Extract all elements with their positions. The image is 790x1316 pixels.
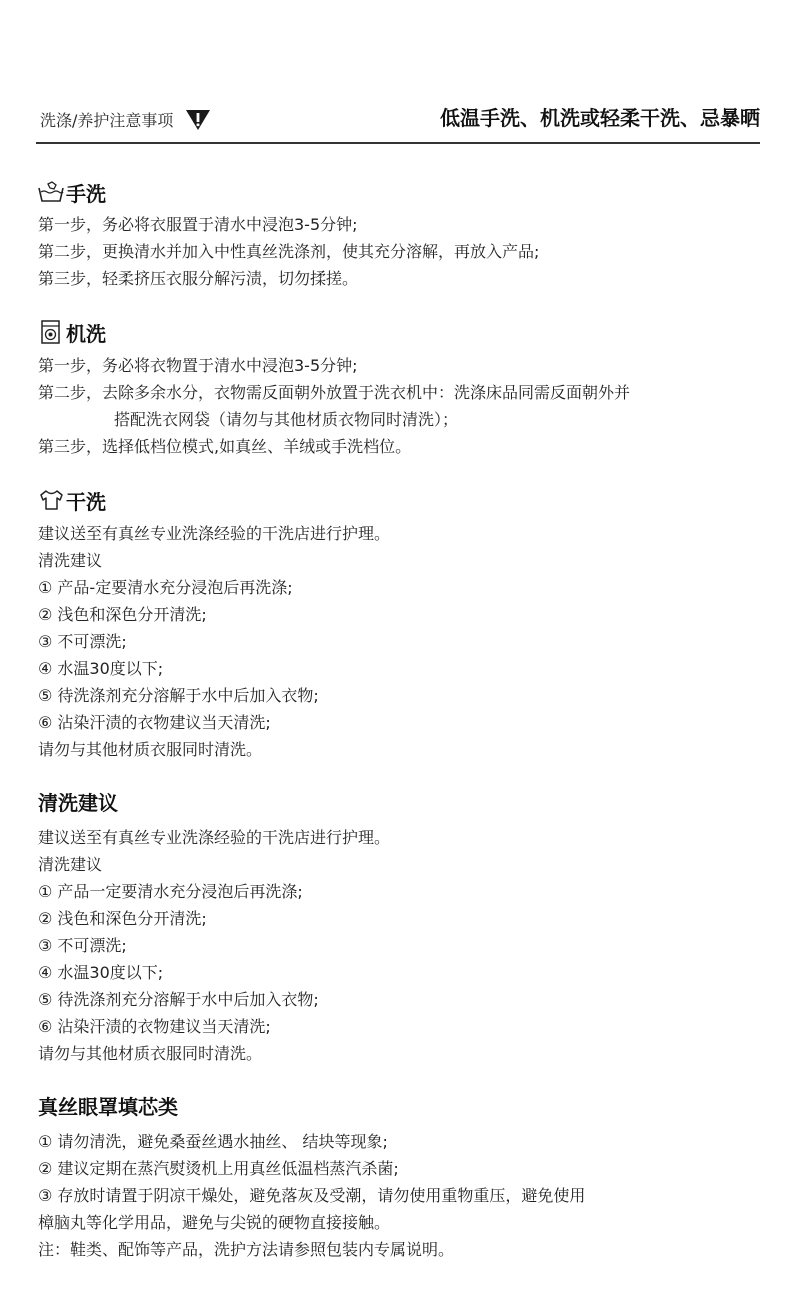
cleaning-advice-line-8: ⑥ 沾染汗渍的衣物建议当天清洗;: [38, 1017, 271, 1036]
header-left: [40, 108, 211, 131]
eye-mask-note: 注：鞋类、配饰等产品，洗护方法请参照包装内专属说明。: [38, 1240, 455, 1259]
hand-wash-step-2: 第二步，更换清水并加入中性真丝洗涤剂，使其充分溶解，再放入产品;: [38, 242, 540, 261]
dry-clean-line-2: 清洗建议: [38, 551, 103, 570]
shirt-icon: [38, 488, 64, 512]
care-label: 洗涤/养护注意事项: [40, 111, 174, 130]
dry-clean-title: [38, 485, 758, 515]
hand-wash-section: [38, 177, 758, 292]
machine-wash-title: [38, 317, 758, 347]
dry-clean-line-3: ① 产品-定要清水充分浸泡后再洗涤;: [38, 578, 293, 597]
machine-wash-step-1: 第一步，务必将衣物置于清水中浸泡3-5分钟;: [38, 356, 358, 375]
dry-clean-line-1: 建议送至有真丝专业洗涤经验的干洗店进行护理。: [38, 524, 391, 543]
dry-clean-line-4: ② 浅色和深色分开清洗;: [38, 605, 207, 624]
hand-wash-step-3: 第三步，轻柔挤压衣服分解污渍，切勿揉搓。: [38, 269, 359, 288]
cleaning-advice-line-2: 清洗建议: [38, 855, 103, 874]
header-title: 低温手洗、机洗或轻柔干洗、忌暴晒: [440, 106, 760, 130]
cleaning-advice-line-1: 建议送至有真丝专业洗涤经验的干洗店进行护理。: [38, 828, 391, 847]
machine-wash-section: [38, 317, 758, 460]
machine-wash-title-text: 机洗: [66, 321, 106, 346]
dry-clean-line-5: ③ 不可漂洗;: [38, 632, 127, 651]
cleaning-advice-line-3: ① 产品一定要清水充分浸泡后再洗涤;: [38, 882, 303, 901]
cleaning-advice-line-9: 请勿与其他材质衣服同时清洗。: [38, 1044, 263, 1063]
dry-clean-line-7: ⑤ 待洗涤剂充分溶解于水中后加入衣物;: [38, 686, 319, 705]
eye-mask-section: [38, 1092, 758, 1263]
machine-wash-step-3: 第三步，选择低档位模式,如真丝、羊绒或手洗档位。: [38, 437, 412, 456]
eye-mask-line-4: 樟脑丸等化学用品，避免与尖锐的硬物直接接触。: [38, 1213, 391, 1232]
cleaning-advice-title: 清洗建议: [38, 791, 118, 815]
dry-clean-line-6: ④ 水温30度以下;: [38, 659, 164, 678]
cleaning-advice-line-5: ③ 不可漂洗;: [38, 936, 127, 955]
hand-wash-title-text: 手洗: [66, 181, 106, 206]
warning-triangle-icon: [185, 109, 211, 131]
header-divider: [36, 142, 760, 144]
hand-wash-icon: [38, 180, 64, 204]
eye-mask-line-3: ③ 存放时请置于阴凉干燥处，避免落灰及受潮，请勿使用重物重压，避免使用: [38, 1186, 586, 1205]
cleaning-advice-section: [38, 788, 758, 1067]
dry-clean-line-9: 请勿与其他材质衣服同时清洗。: [38, 740, 263, 759]
eye-mask-line-1: ① 请勿清洗，避免桑蚕丝遇水抽丝、 结块等现象;: [38, 1132, 388, 1151]
cleaning-advice-line-6: ④ 水温30度以下;: [38, 963, 164, 982]
dry-clean-section: [38, 485, 758, 763]
dry-clean-title-text: 干洗: [66, 489, 106, 514]
eye-mask-title: 真丝眼罩填芯类: [38, 1095, 178, 1119]
dry-clean-line-8: ⑥ 沾染汗渍的衣物建议当天清洗;: [38, 713, 271, 732]
eye-mask-line-2: ② 建议定期在蒸汽熨烫机上用真丝低温档蒸汽杀菌;: [38, 1159, 399, 1178]
machine-wash-step-2-cont: 搭配洗衣网袋（请勿与其他材质衣物同时清洗）；: [114, 410, 459, 429]
hand-wash-title: [38, 177, 758, 207]
machine-wash-step-2: 第二步，去除多余水分，衣物需反面朝外放置于洗衣机中：洗涤床品同需反面朝外并: [38, 383, 631, 402]
cleaning-advice-line-7: ⑤ 待洗涤剂充分溶解于水中后加入衣物;: [38, 990, 319, 1009]
header: [36, 100, 760, 140]
cleaning-advice-line-4: ② 浅色和深色分开清洗;: [38, 909, 207, 928]
washing-machine-icon: [38, 320, 64, 344]
hand-wash-step-1: 第一步，务必将衣服置于清水中浸泡3-5分钟;: [38, 215, 358, 234]
